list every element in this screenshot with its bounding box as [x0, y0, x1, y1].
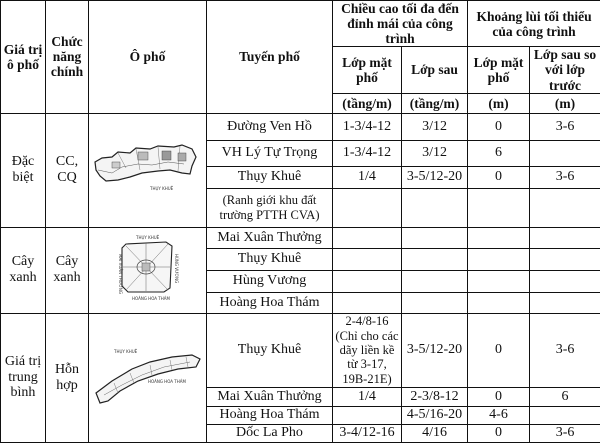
front-height-value: 2-4/8-16 — [335, 314, 399, 328]
front-height-note: (Chỉ cho các dãy liền kề từ 3-17, 19B-21E) — [335, 329, 399, 387]
front-height-cell: 1/4 — [333, 166, 402, 188]
front-setback-cell — [468, 270, 530, 292]
unit-front-setback: (m) — [468, 93, 530, 113]
front-setback-cell — [468, 292, 530, 313]
street-cell: VH Lý Tự Trọng — [207, 140, 333, 166]
header-min-setback: Khoảng lùi tối thiểu của công trình — [468, 1, 600, 47]
front-height-cell — [333, 227, 402, 248]
back-height-cell: 4/16 — [402, 424, 468, 442]
back-setback-cell: 3-6 — [530, 424, 600, 442]
header-street: Tuyến phố — [207, 1, 333, 114]
front-height-cell: 3-4/12-16 — [333, 424, 402, 442]
header-block-value: Giá trị ô phố — [1, 1, 46, 114]
back-height-cell — [402, 270, 468, 292]
subheader-back-setback: Lớp sau so với lớp trước — [530, 47, 600, 93]
back-height-cell — [402, 188, 468, 227]
front-height-cell — [333, 313, 402, 387]
street-cell: Thụy Khuê — [207, 313, 333, 387]
front-height-cell — [333, 292, 402, 313]
front-setback-cell — [468, 248, 530, 270]
block-sketch-park — [89, 227, 207, 313]
back-height-cell: 3/12 — [402, 113, 468, 140]
unit-back-height: (tầng/m) — [402, 93, 468, 113]
street-cell: Thụy Khuê — [207, 166, 333, 188]
block-map-image — [92, 232, 204, 308]
subheader-front-setback: Lớp mặt phố — [468, 47, 530, 93]
block-value-cell: Cây xanh — [1, 227, 46, 313]
front-height-cell — [333, 406, 402, 424]
back-height-cell: 4-5/16-20 — [402, 406, 468, 424]
table-row — [1, 113, 600, 140]
back-setback-cell — [530, 227, 600, 248]
unit-front-height: (tầng/m) — [333, 93, 402, 113]
front-height-cell — [333, 270, 402, 292]
header-max-height: Chiều cao tối đa đến đỉnh mái của công trình — [333, 1, 468, 47]
block-value-cell: Giá trị trung bình — [1, 313, 46, 442]
front-setback-cell: 0 — [468, 113, 530, 140]
front-setback-cell: 4-6 — [468, 406, 530, 424]
back-setback-cell: 3-6 — [530, 166, 600, 188]
back-height-cell: 2-3/8-12 — [402, 387, 468, 406]
back-height-cell: 3/12 — [402, 140, 468, 166]
front-setback-cell: 0 — [468, 166, 530, 188]
header-main-function: Chức năng chính — [46, 1, 89, 114]
front-setback-cell — [468, 227, 530, 248]
sketch-label-bottom: HOÀNG HOA THÁM — [132, 296, 170, 301]
main-function-cell: Cây xanh — [46, 227, 89, 313]
street-cell: Hoàng Hoa Thám — [207, 292, 333, 313]
back-setback-cell — [530, 188, 600, 227]
subheader-front-height: Lớp mặt phố — [333, 47, 402, 93]
back-height-cell — [402, 248, 468, 270]
sketch-label-right: HÙNG VƯƠNG — [174, 254, 179, 283]
main-function-cell: CC, CQ — [46, 113, 89, 227]
back-setback-cell: 6 — [530, 387, 600, 406]
front-height-cell — [333, 188, 402, 227]
sketch-label-thuy-khue: THỤY KHUÊ — [149, 186, 174, 191]
back-height-cell — [402, 292, 468, 313]
back-setback-cell — [530, 248, 600, 270]
main-function-cell: Hỗn hợp — [46, 313, 89, 442]
table-row — [1, 313, 600, 387]
front-setback-cell — [468, 188, 530, 227]
back-setback-cell: 3-6 — [530, 313, 600, 387]
back-setback-cell — [530, 292, 600, 313]
back-setback-cell — [530, 270, 600, 292]
front-setback-cell: 0 — [468, 313, 530, 387]
street-cell: Hùng Vương — [207, 270, 333, 292]
front-setback-cell: 0 — [468, 424, 530, 442]
sketch-label-left: MAI XUÂN THƯỞNG — [118, 254, 123, 294]
unit-back-setback: (m) — [530, 93, 600, 113]
front-height-cell: 1/4 — [333, 387, 402, 406]
header-block: Ô phố — [89, 1, 207, 114]
back-setback-cell — [530, 140, 600, 166]
block-value-cell: Đặc biệt — [1, 113, 46, 227]
block-sketch-mixed — [89, 313, 207, 442]
table-row — [1, 227, 600, 248]
street-cell: Dốc La Pho — [207, 424, 333, 442]
back-setback-cell: 3-6 — [530, 113, 600, 140]
front-height-cell: 1-3/4-12 — [333, 140, 402, 166]
block-map-image — [92, 343, 204, 413]
block-sketch-special — [89, 113, 207, 227]
street-cell: Thụy Khuê — [207, 248, 333, 270]
front-setback-cell: 0 — [468, 387, 530, 406]
street-cell: Hoàng Hoa Thám — [207, 406, 333, 424]
sketch-label-bottom: HOÀNG HOA THÁM — [148, 379, 186, 384]
street-cell: Đường Ven Hồ — [207, 113, 333, 140]
back-setback-cell — [530, 406, 600, 424]
front-height-cell — [333, 248, 402, 270]
back-height-cell: 3-5/12-20 — [402, 166, 468, 188]
front-setback-cell: 6 — [468, 140, 530, 166]
back-height-cell — [402, 227, 468, 248]
back-height-cell: 3-5/12-20 — [402, 313, 468, 387]
street-cell: (Ranh giới khu đất trường PTTH CVA) — [207, 188, 333, 227]
block-map-image — [92, 140, 204, 200]
street-cell: Mai Xuân Thưởng — [207, 227, 333, 248]
sketch-label-top: THỤY KHUÊ — [135, 235, 160, 240]
street-cell: Mai Xuân Thưởng — [207, 387, 333, 406]
sketch-label-top: THỤY KHUÊ — [113, 349, 138, 354]
front-height-cell: 1-3/4-12 — [333, 113, 402, 140]
subheader-back-height: Lớp sau — [402, 47, 468, 93]
